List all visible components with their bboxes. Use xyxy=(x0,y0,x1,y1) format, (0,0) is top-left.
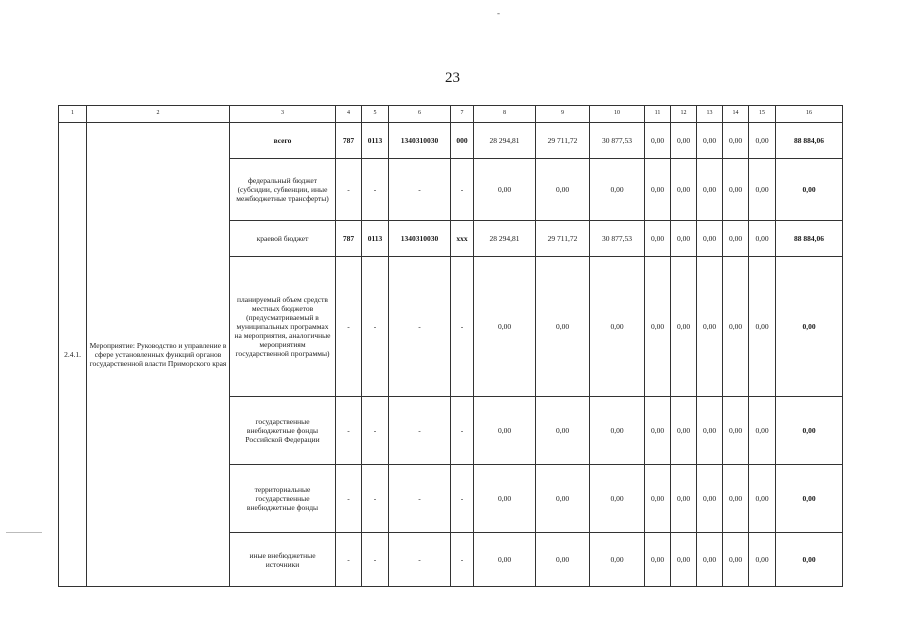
cell-c13: 0,00 xyxy=(697,397,723,465)
cell-c7: ххх xyxy=(451,221,474,257)
column-header: 11 xyxy=(645,106,671,123)
funding-source: государственные внебюджетные фонды Российской Федерации xyxy=(230,397,336,465)
column-header: 13 xyxy=(697,106,723,123)
margin-line xyxy=(6,532,42,533)
cell-c14: 0,00 xyxy=(723,221,749,257)
cell-c4: - xyxy=(336,533,362,587)
cell-c11: 0,00 xyxy=(645,533,671,587)
page-number: 23 xyxy=(445,70,460,86)
cell-c15: 0,00 xyxy=(749,533,776,587)
cell-c15: 0,00 xyxy=(749,465,776,533)
cell-c11: 0,00 xyxy=(645,123,671,159)
cell-c8: 0,00 xyxy=(474,397,536,465)
funding-source: всего xyxy=(230,123,336,159)
cell-c4: - xyxy=(336,257,362,397)
cell-c6: - xyxy=(389,397,451,465)
budget-table xyxy=(58,105,843,587)
cell-c8: 0,00 xyxy=(474,533,536,587)
cell-c12: 0,00 xyxy=(671,397,697,465)
cell-c11: 0,00 xyxy=(645,465,671,533)
cell-c8: 0,00 xyxy=(474,465,536,533)
cell-c12: 0,00 xyxy=(671,465,697,533)
column-header: 3 xyxy=(230,106,336,123)
cell-c13: 0,00 xyxy=(697,123,723,159)
cell-c14: 0,00 xyxy=(723,159,749,221)
column-header: 16 xyxy=(776,106,843,123)
cell-c15: 0,00 xyxy=(749,123,776,159)
column-header: 7 xyxy=(451,106,474,123)
cell-total: 0,00 xyxy=(776,397,843,465)
cell-c9: 0,00 xyxy=(536,257,590,397)
cell-c13: 0,00 xyxy=(697,159,723,221)
cell-c13: 0,00 xyxy=(697,257,723,397)
cell-total: 88 884,06 xyxy=(776,221,843,257)
cell-c5: 0113 xyxy=(362,221,389,257)
cell-c12: 0,00 xyxy=(671,221,697,257)
cell-c4: - xyxy=(336,465,362,533)
cell-c9: 0,00 xyxy=(536,465,590,533)
funding-source: иные внебюджетные источники xyxy=(230,533,336,587)
column-header: 2 xyxy=(87,106,230,123)
row-code: 2.4.1. xyxy=(59,123,87,587)
cell-c5: - xyxy=(362,257,389,397)
cell-c13: 0,00 xyxy=(697,221,723,257)
cell-c8: 28 294,81 xyxy=(474,221,536,257)
cell-c4: 787 xyxy=(336,221,362,257)
column-header: 5 xyxy=(362,106,389,123)
cell-c6: - xyxy=(389,465,451,533)
cell-c15: 0,00 xyxy=(749,221,776,257)
column-header: 9 xyxy=(536,106,590,123)
cell-c10: 0,00 xyxy=(590,257,645,397)
funding-source: федеральный бюджет (субсидии, субвенции, иные межбюджетные трансферты) xyxy=(230,159,336,221)
cell-c6: 1340310030 xyxy=(389,123,451,159)
cell-c10: 0,00 xyxy=(590,397,645,465)
cell-c12: 0,00 xyxy=(671,123,697,159)
cell-c13: 0,00 xyxy=(697,533,723,587)
cell-c6: - xyxy=(389,533,451,587)
cell-c10: 0,00 xyxy=(590,533,645,587)
cell-c9: 0,00 xyxy=(536,159,590,221)
cell-c7: - xyxy=(451,257,474,397)
cell-c7: - xyxy=(451,397,474,465)
cell-c6: 1340310030 xyxy=(389,221,451,257)
event-description: Мероприятие: Руководство и управление в сфере установленных функций органов государственной власти Приморского края xyxy=(87,123,230,587)
cell-c14: 0,00 xyxy=(723,533,749,587)
cell-c7: 000 xyxy=(451,123,474,159)
column-header: 10 xyxy=(590,106,645,123)
table-row xyxy=(59,123,843,159)
funding-source: планируемый объем средств местных бюджетов (предусматриваемый в муниципальных программах на мероприятия, аналогичные мероприятиям государственной программы) xyxy=(230,257,336,397)
cell-c9: 0,00 xyxy=(536,397,590,465)
column-header: 4 xyxy=(336,106,362,123)
cell-c8: 28 294,81 xyxy=(474,123,536,159)
cell-c4: 787 xyxy=(336,123,362,159)
cell-c11: 0,00 xyxy=(645,397,671,465)
column-header: 1 xyxy=(59,106,87,123)
column-header: 14 xyxy=(723,106,749,123)
cell-c14: 0,00 xyxy=(723,257,749,397)
column-header: 15 xyxy=(749,106,776,123)
cell-c8: 0,00 xyxy=(474,257,536,397)
cell-c10: 0,00 xyxy=(590,465,645,533)
cell-total: 88 884,06 xyxy=(776,123,843,159)
funding-source: территориальные государственные внебюджетные фонды xyxy=(230,465,336,533)
cell-c7: - xyxy=(451,533,474,587)
cell-c9: 0,00 xyxy=(536,533,590,587)
column-header: 8 xyxy=(474,106,536,123)
cell-c5: - xyxy=(362,533,389,587)
cell-c13: 0,00 xyxy=(697,465,723,533)
cell-c15: 0,00 xyxy=(749,159,776,221)
cell-c12: 0,00 xyxy=(671,533,697,587)
cell-c14: 0,00 xyxy=(723,397,749,465)
column-header: 12 xyxy=(671,106,697,123)
cell-c7: - xyxy=(451,159,474,221)
cell-c15: 0,00 xyxy=(749,397,776,465)
cell-c10: 0,00 xyxy=(590,159,645,221)
cell-c14: 0,00 xyxy=(723,123,749,159)
cell-c5: 0113 xyxy=(362,123,389,159)
cell-c12: 0,00 xyxy=(671,257,697,397)
cell-c9: 29 711,72 xyxy=(536,123,590,159)
cell-c12: 0,00 xyxy=(671,159,697,221)
cell-total: 0,00 xyxy=(776,533,843,587)
cell-c11: 0,00 xyxy=(645,221,671,257)
column-header: 6 xyxy=(389,106,451,123)
cell-c4: - xyxy=(336,397,362,465)
cell-c8: 0,00 xyxy=(474,159,536,221)
funding-source: краевой бюджет xyxy=(230,221,336,257)
cell-total: 0,00 xyxy=(776,257,843,397)
header-row xyxy=(59,106,843,123)
cell-c15: 0,00 xyxy=(749,257,776,397)
cell-c11: 0,00 xyxy=(645,159,671,221)
cell-c10: 30 877,53 xyxy=(590,123,645,159)
top-mark: - xyxy=(497,8,500,18)
cell-c6: - xyxy=(389,257,451,397)
cell-total: 0,00 xyxy=(776,465,843,533)
cell-c4: - xyxy=(336,159,362,221)
cell-total: 0,00 xyxy=(776,159,843,221)
cell-c9: 29 711,72 xyxy=(536,221,590,257)
cell-c6: - xyxy=(389,159,451,221)
cell-c5: - xyxy=(362,397,389,465)
cell-c11: 0,00 xyxy=(645,257,671,397)
cell-c14: 0,00 xyxy=(723,465,749,533)
cell-c5: - xyxy=(362,159,389,221)
cell-c7: - xyxy=(451,465,474,533)
cell-c5: - xyxy=(362,465,389,533)
cell-c10: 30 877,53 xyxy=(590,221,645,257)
